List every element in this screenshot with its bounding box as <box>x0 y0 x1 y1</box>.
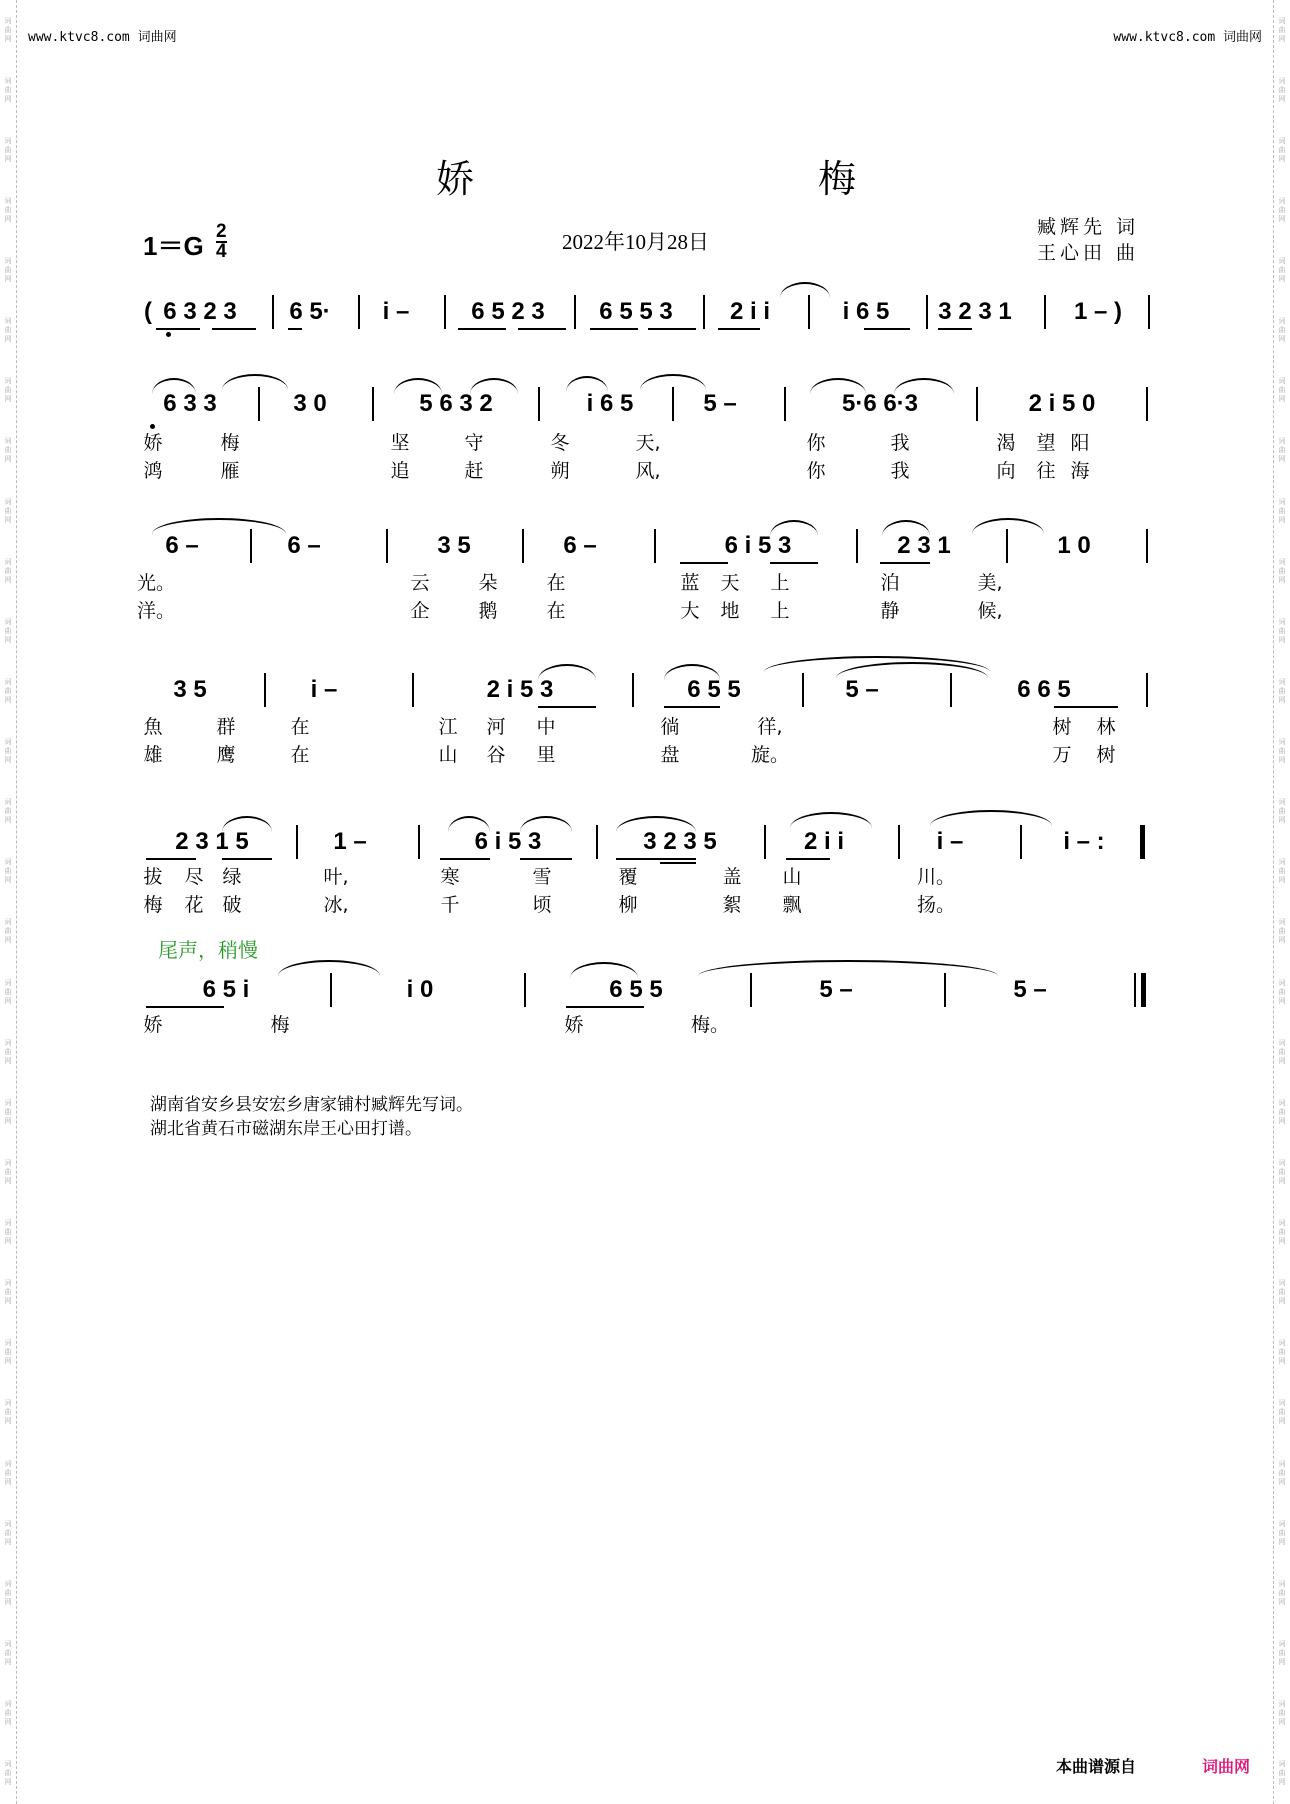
watermark-text: 词 曲 网 <box>1278 1639 1286 1666</box>
lyric: 赶 <box>464 460 484 482</box>
lyric: 洋。 <box>136 600 176 622</box>
lyric: 千 <box>440 894 460 916</box>
watermark-text: 词 曲 网 <box>4 1158 12 1185</box>
underline <box>864 328 910 330</box>
lyric: 天, <box>635 432 661 454</box>
lyric: 尽 <box>184 866 204 888</box>
tie <box>222 816 272 832</box>
lyric: 扬。 <box>916 894 956 916</box>
barline <box>264 673 266 707</box>
composer-credit: 王心田 曲 <box>1037 242 1140 264</box>
underline <box>566 1006 644 1008</box>
tie <box>470 378 518 394</box>
watermark-text: 词 曲 网 <box>1278 1038 1286 1065</box>
lyric: 鸿 <box>143 460 163 482</box>
watermark-text: 词 曲 网 <box>4 136 12 163</box>
composer-note: 湖北省黄石市磁湖东岸王心田打谱。 <box>150 1119 422 1139</box>
watermark-text: 词 曲 网 <box>4 317 12 344</box>
watermark-text: 词 曲 网 <box>1278 1158 1286 1185</box>
lyric: 美, <box>977 572 1003 594</box>
watermark-text: 词 曲 网 <box>4 1339 12 1366</box>
underline <box>518 328 566 330</box>
measure: i 0 <box>406 976 434 1003</box>
measure: 1 0 <box>1057 532 1091 559</box>
underline <box>222 858 272 860</box>
lyric: 花 <box>184 894 204 916</box>
barline <box>1044 295 1046 329</box>
lyric: 中 <box>536 716 556 738</box>
tie <box>770 520 818 536</box>
tie <box>394 378 442 394</box>
measure: 6 – <box>165 532 199 559</box>
lyric: 静 <box>880 600 900 622</box>
intro-measure: 3 2 3 1 <box>938 298 1012 325</box>
watermark-text: 词 曲 网 <box>1278 377 1286 404</box>
barline <box>950 673 952 707</box>
measure: i – <box>310 676 338 703</box>
underline <box>680 562 728 564</box>
lyric: 里 <box>536 744 556 766</box>
watermark-strip-left <box>2 0 14 1804</box>
lyric: 雪 <box>532 866 552 888</box>
watermark-text: 词 曲 网 <box>1278 557 1286 584</box>
lyric: 盘 <box>660 744 680 766</box>
tie <box>152 518 286 534</box>
barline <box>926 295 928 329</box>
lyric: 朔 <box>550 460 570 482</box>
watermark-text: 词 曲 网 <box>1278 617 1286 644</box>
lyric: 渴 <box>996 432 1016 454</box>
watermark-text: 词 曲 网 <box>1278 1279 1286 1306</box>
underline <box>718 328 760 330</box>
lyric: 望 <box>1036 432 1056 454</box>
barline <box>703 295 705 329</box>
measure: 5 – <box>819 976 853 1003</box>
barline <box>272 295 274 329</box>
underline <box>146 1006 224 1008</box>
lyric: 冰, <box>323 894 349 916</box>
measure: 3 2 3 5 <box>643 828 717 855</box>
barline <box>654 529 656 563</box>
lyric: 群 <box>216 716 236 738</box>
lyric: 破 <box>222 894 242 916</box>
lyric: 我 <box>890 432 910 454</box>
watermark-text: 词 曲 网 <box>4 76 12 103</box>
barline <box>1148 295 1150 329</box>
lyric: 阳 <box>1070 432 1090 454</box>
watermark-text: 词 曲 网 <box>1278 978 1286 1005</box>
measure: 6 5 i <box>202 976 250 1003</box>
underline <box>520 858 572 860</box>
measure: 6 – <box>563 532 597 559</box>
watermark-text: 词 曲 网 <box>4 798 12 825</box>
watermark-text: 词 曲 网 <box>1278 798 1286 825</box>
lyric: 飘 <box>782 894 802 916</box>
lyric: 雄 <box>143 744 163 766</box>
barline <box>750 973 752 1007</box>
tie <box>616 816 696 832</box>
lyric: 旋。 <box>750 744 790 766</box>
lyric: 守 <box>464 432 484 454</box>
watermark-text: 词 曲 网 <box>4 1098 12 1125</box>
lyric: 绿 <box>222 866 242 888</box>
lyric: 追 <box>390 460 410 482</box>
intro-measure: 2 i i <box>729 298 771 325</box>
barline <box>538 387 540 421</box>
measure: 6 i 5 3 <box>474 828 542 855</box>
lyric: 梅 <box>143 894 163 916</box>
barline <box>764 825 766 859</box>
lyric: 坚 <box>390 432 410 454</box>
barline <box>574 295 576 329</box>
lyric: 拔 <box>143 866 163 888</box>
watermark-text: 词 曲 网 <box>1278 317 1286 344</box>
underline <box>786 858 830 860</box>
tie <box>698 960 998 976</box>
low-octave-dot <box>166 332 171 337</box>
tie <box>570 962 638 978</box>
watermark-text: 词 曲 网 <box>4 1579 12 1606</box>
measure: 2 3 1 5 <box>175 828 249 855</box>
lyric: 树 <box>1096 744 1116 766</box>
underline <box>616 858 696 860</box>
lyric: 地 <box>720 600 740 622</box>
site-link-left[interactable]: www.ktvc8.com 词曲网 <box>28 30 177 45</box>
barline <box>632 673 634 707</box>
intro-measure: i 6 5 <box>842 298 890 325</box>
lyric: 冬 <box>550 432 570 454</box>
barline <box>1146 387 1148 421</box>
underline <box>538 706 596 708</box>
source-label: 本曲谱源自 <box>1056 1757 1137 1776</box>
measure: 6 i 5 3 <box>724 532 792 559</box>
watermark-text: 词 曲 网 <box>1278 1519 1286 1546</box>
tie <box>790 812 872 828</box>
lyric: 林 <box>1096 716 1116 738</box>
barline <box>672 387 674 421</box>
barline <box>898 825 900 859</box>
tie <box>640 374 706 390</box>
watermark-text: 词 曲 网 <box>4 257 12 284</box>
measure: i – : <box>1063 828 1105 855</box>
tie <box>566 376 608 392</box>
lyric: 河 <box>486 716 506 738</box>
barline <box>524 973 526 1007</box>
song-title-part1: 娇 <box>436 157 475 201</box>
watermark-text: 词 曲 网 <box>1278 16 1286 43</box>
lyric: 叶, <box>323 866 349 888</box>
time-signature-bottom: 4 <box>216 241 227 262</box>
watermark-text: 词 曲 网 <box>1278 1399 1286 1426</box>
final-barline <box>1141 973 1146 1007</box>
lyric: 光。 <box>136 572 176 594</box>
lyric: 娇 <box>143 432 163 454</box>
measure: i – <box>936 828 964 855</box>
watermark-text: 词 曲 网 <box>4 1700 12 1727</box>
lyric: 顷 <box>532 894 552 916</box>
lyric: 你 <box>806 432 826 454</box>
measure: i 6 5 <box>586 390 634 417</box>
barline <box>856 529 858 563</box>
source-site-link[interactable]: 词曲网 <box>1202 1757 1251 1776</box>
intro-measure: 6 5 5 3 <box>599 298 673 325</box>
lyric: 朵 <box>478 572 498 594</box>
watermark-text: 词 曲 网 <box>4 16 12 43</box>
watermark-text: 词 曲 网 <box>4 1760 12 1787</box>
barline <box>596 825 598 859</box>
lyric: 上 <box>770 600 790 622</box>
intro-measure: 6 5 2 3 <box>471 298 545 325</box>
watermark-text: 词 曲 网 <box>4 617 12 644</box>
measure: 6 5 5 <box>609 976 663 1003</box>
measure: 2 3 1 <box>897 532 951 559</box>
underline <box>770 562 818 564</box>
barline <box>802 673 804 707</box>
measure: 5 – <box>1013 976 1047 1003</box>
watermark-text: 词 曲 网 <box>4 557 12 584</box>
intro-open-paren: ( <box>144 298 152 325</box>
barline <box>976 387 978 421</box>
lyric: 山 <box>438 744 458 766</box>
lyric: 江 <box>438 716 458 738</box>
watermark-text: 词 曲 网 <box>1278 738 1286 765</box>
measure: 2 i 5 3 <box>486 676 554 703</box>
composition-date: 2022年10月28日 <box>562 230 709 254</box>
barline <box>258 387 260 421</box>
lyric: 蓝 <box>680 572 700 594</box>
tie <box>664 664 720 680</box>
site-link-right[interactable]: www.ktvc8.com 词曲网 <box>1113 30 1262 45</box>
measure: 5 – <box>845 676 879 703</box>
watermark-text: 词 曲 网 <box>4 918 12 945</box>
measure: 6 5 5 <box>687 676 741 703</box>
lyric: 风, <box>635 460 661 482</box>
watermark-text: 词 曲 网 <box>1278 257 1286 284</box>
lyric: 徉, <box>757 716 783 738</box>
tie <box>930 810 1052 826</box>
lyric: 我 <box>890 460 910 482</box>
lyric: 山 <box>782 866 802 888</box>
watermark-text: 词 曲 网 <box>1278 437 1286 464</box>
barline <box>1146 529 1148 563</box>
watermark-text: 词 曲 网 <box>4 497 12 524</box>
underline <box>156 328 200 330</box>
watermark-text: 词 曲 网 <box>1278 1219 1286 1246</box>
lyric: 雁 <box>220 460 240 482</box>
tie <box>448 816 490 832</box>
barline <box>296 825 298 859</box>
watermark-text: 词 曲 网 <box>1278 76 1286 103</box>
lyric: 天 <box>720 572 740 594</box>
measure: 6 – <box>287 532 321 559</box>
measure: 5·6 6·3 <box>841 390 919 417</box>
lyric: 企 <box>410 600 430 622</box>
barline <box>412 673 414 707</box>
watermark-text: 词 曲 网 <box>4 1519 12 1546</box>
lyric: 在 <box>290 716 310 738</box>
lyric: 盖 <box>722 866 742 888</box>
watermark-text: 词 曲 网 <box>1278 196 1286 223</box>
barline <box>1006 529 1008 563</box>
lyric: 娇 <box>564 1014 584 1036</box>
lyric: 在 <box>546 600 566 622</box>
tie <box>972 518 1044 534</box>
repeat-end-barline <box>1140 825 1145 859</box>
low-octave-dot <box>150 424 155 429</box>
underline <box>648 328 696 330</box>
lyric: 候, <box>977 600 1003 622</box>
barline <box>250 529 252 563</box>
underline <box>212 328 256 330</box>
measure: 2 i i <box>803 828 845 855</box>
watermark-text: 词 曲 网 <box>4 196 12 223</box>
tie <box>810 378 866 394</box>
tie <box>152 378 196 394</box>
measure: 5 – <box>703 390 737 417</box>
barline <box>330 973 332 1007</box>
measure: 2 i 5 0 <box>1028 390 1096 417</box>
barline <box>418 825 420 859</box>
underline <box>458 328 506 330</box>
watermark-text: 词 曲 网 <box>1278 1459 1286 1486</box>
lyric: 梅 <box>270 1014 290 1036</box>
lyric: 你 <box>806 460 826 482</box>
tie <box>520 816 572 832</box>
lyric: 鹅 <box>478 600 498 622</box>
lyric: 梅。 <box>690 1014 730 1036</box>
barline <box>358 295 360 329</box>
watermark-text: 词 曲 网 <box>1278 1579 1286 1606</box>
underline <box>664 706 720 708</box>
underline <box>590 328 638 330</box>
watermark-text: 词 曲 网 <box>4 978 12 1005</box>
watermark-strip-right <box>1276 0 1288 1804</box>
key-signature: 1＝G <box>143 231 204 261</box>
barline <box>444 295 446 329</box>
watermark-text: 词 曲 网 <box>4 1459 12 1486</box>
watermark-text: 词 曲 网 <box>4 377 12 404</box>
lyric: 絮 <box>722 894 742 916</box>
tie <box>894 378 954 394</box>
underline <box>1054 706 1118 708</box>
measure: 3 5 <box>437 532 471 559</box>
measure: 3 0 <box>293 390 327 417</box>
lyric: 寒 <box>440 866 460 888</box>
barline <box>386 529 388 563</box>
underline <box>146 858 196 860</box>
lyric: 树 <box>1052 716 1072 738</box>
lyric: 海 <box>1070 460 1090 482</box>
watermark-text: 词 曲 网 <box>4 1038 12 1065</box>
song-title-part2: 梅 <box>818 157 857 201</box>
lyric-author-note: 湖南省安乡县安宏乡唐家铺村臧辉先写词。 <box>150 1095 473 1115</box>
underline <box>288 328 302 330</box>
lyric: 徜 <box>660 716 680 738</box>
lyric: 川。 <box>916 866 956 888</box>
barline <box>1146 673 1148 707</box>
intro-measure: 6 5· <box>289 298 331 325</box>
watermark-text: 词 曲 网 <box>4 1279 12 1306</box>
intro-measure: 1 – ) <box>1073 298 1123 325</box>
watermark-text: 词 曲 网 <box>4 858 12 885</box>
lyric: 覆 <box>618 866 638 888</box>
intro-measure: i – <box>382 298 410 325</box>
barline <box>808 295 810 329</box>
lyric: 在 <box>546 572 566 594</box>
lyric: 云 <box>410 572 430 594</box>
watermark-text: 词 曲 网 <box>1278 1700 1286 1727</box>
watermark-text: 词 曲 网 <box>1278 497 1286 524</box>
watermark-text: 词 曲 网 <box>4 437 12 464</box>
coda-label: 尾声，稍慢 <box>158 938 258 962</box>
tie <box>882 520 930 536</box>
watermark-text: 词 曲 网 <box>1278 858 1286 885</box>
lyricist-credit: 臧辉先 词 <box>1037 216 1140 238</box>
watermark-text: 词 曲 网 <box>1278 677 1286 704</box>
lyric: 在 <box>290 744 310 766</box>
lyric: 大 <box>680 600 700 622</box>
watermark-text: 词 曲 网 <box>4 1399 12 1426</box>
tie <box>222 374 288 390</box>
underline <box>938 328 972 330</box>
watermark-text: 词 曲 网 <box>1278 136 1286 163</box>
barline <box>522 529 524 563</box>
measure: 6 3 3 <box>163 390 217 417</box>
lyric: 谷 <box>486 744 506 766</box>
lyric: 万 <box>1052 744 1072 766</box>
watermark-text: 词 曲 网 <box>1278 918 1286 945</box>
underline <box>440 858 490 860</box>
watermark-text: 词 曲 网 <box>4 677 12 704</box>
lyric: 上 <box>770 572 790 594</box>
measure: 3 5 <box>173 676 207 703</box>
watermark-text: 词 曲 网 <box>4 1639 12 1666</box>
measure: 6 6 5 <box>1017 676 1071 703</box>
barline <box>1020 825 1022 859</box>
watermark-text: 词 曲 网 <box>4 738 12 765</box>
barline <box>784 387 786 421</box>
watermark-text: 词 曲 网 <box>1278 1098 1286 1125</box>
watermark-text: 词 曲 网 <box>1278 1760 1286 1787</box>
barline <box>944 973 946 1007</box>
lyric: 娇 <box>143 1014 163 1036</box>
measure: 5 6 3 2 <box>419 390 493 417</box>
lyric: 魚 <box>143 716 163 738</box>
watermark-text: 词 曲 网 <box>1278 1339 1286 1366</box>
tie <box>780 282 830 298</box>
watermark-text: 词 曲 网 <box>4 1219 12 1246</box>
lyric: 向 <box>996 460 1016 482</box>
barline <box>1134 973 1136 1007</box>
lyric: 柳 <box>618 894 638 916</box>
barline <box>372 387 374 421</box>
lyric: 梅 <box>220 432 240 454</box>
underline <box>660 862 696 864</box>
time-signature-top: 2 <box>216 221 227 242</box>
lyric: 鹰 <box>216 744 236 766</box>
time-signature <box>216 223 227 261</box>
lyric: 泊 <box>880 572 900 594</box>
intro-measure: 6 3 2 3 <box>163 298 237 325</box>
lyric: 往 <box>1036 460 1056 482</box>
tie <box>538 664 596 680</box>
tie <box>278 960 380 976</box>
measure: 1 – <box>333 828 367 855</box>
underline <box>880 562 930 564</box>
